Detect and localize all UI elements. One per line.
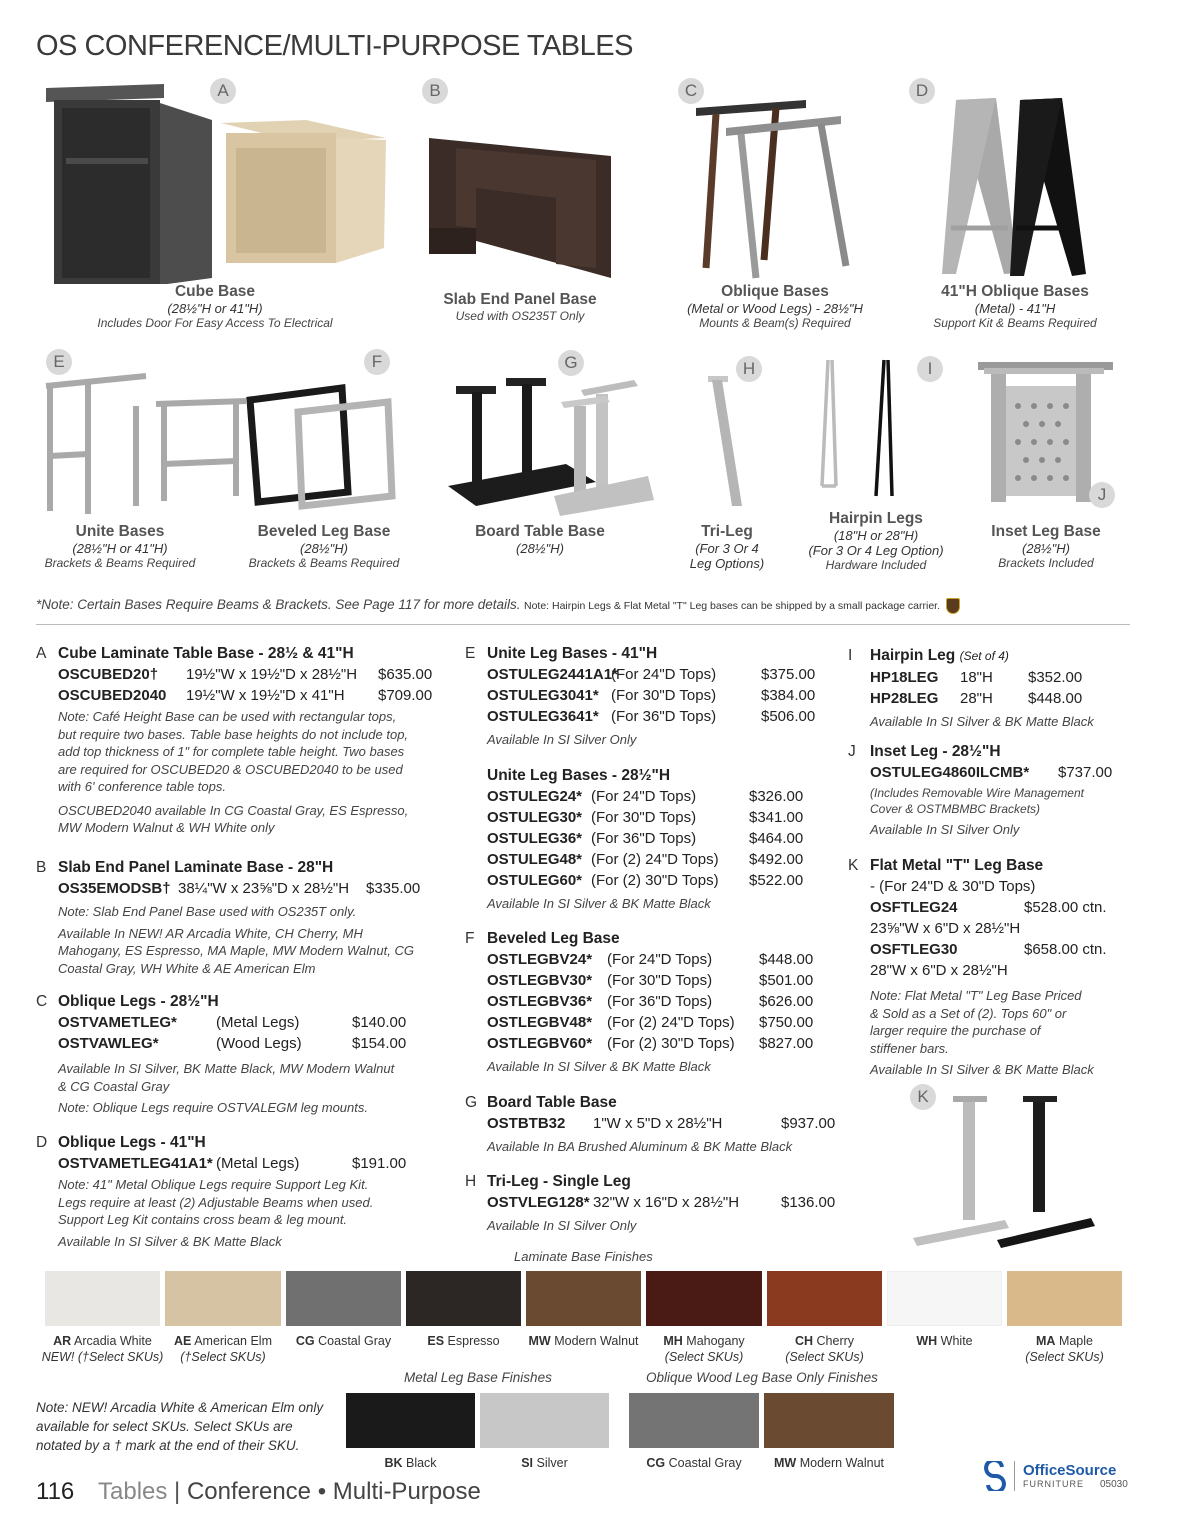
table-row: OSTULEG36* (For 36"D Tops) $464.00 <box>487 830 804 847</box>
table-row-dim: 28"W x 6"D x 28½"H <box>870 962 1008 979</box>
caption-unite <box>30 523 210 570</box>
caption-oblique-41 <box>920 283 1110 330</box>
section-d <box>36 1132 436 1250</box>
table-row: OS35EMODSB† 38¼"W x 23⅝"D x 28½"H $335.00 <box>58 880 421 897</box>
table-row: OSTLEGBV30* (For 30"D Tops) $501.00 <box>487 972 814 989</box>
finish-label-ae: AE American Elm (†Select SKUs) <box>174 1334 272 1364</box>
table-row: OSTBTB32 1"W x 5"D x 28½"H $937.00 <box>487 1115 836 1132</box>
section-a <box>36 643 436 837</box>
table-row: OSTULEG24* (For 24"D Tops) $326.00 <box>487 788 804 805</box>
caption-sub: (Metal) - 41"H <box>974 301 1056 316</box>
caption-sub2: Leg Options) <box>689 556 765 571</box>
metal-finishes-label: Metal Leg Base Finishes <box>404 1370 552 1385</box>
caption-sub: (28½"H) <box>516 541 564 556</box>
finish-label-ar: AR Arcadia White NEW! (†Select SKUs) <box>41 1334 164 1364</box>
finish-label-bk: BK Black <box>384 1456 437 1470</box>
divider <box>36 624 1130 625</box>
arcadia-note <box>36 1398 336 1455</box>
wood-finishes-label: Oblique Wood Leg Base Only Finishes <box>646 1370 878 1385</box>
finish-label-mh: MH Mahogany (Select SKUs) <box>663 1334 745 1364</box>
badge-f: F <box>364 349 390 375</box>
footer-sep: | <box>174 1478 181 1505</box>
section-heading: J Inset Leg - 28½"H <box>848 743 1001 760</box>
table-row: OSTLEGBV36* (For 36"D Tops) $626.00 <box>487 993 814 1010</box>
page-number: 116 <box>36 1478 75 1505</box>
brand-name: OfficeSource <box>1023 1462 1117 1479</box>
badge-k: K <box>910 1084 936 1110</box>
section-e <box>465 643 845 913</box>
finish-label-es: ES Espresso <box>427 1334 500 1348</box>
board-table-image <box>448 378 654 516</box>
table-row: OSCUBED2040 19½"W x 19½"D x 41"H $709.00 <box>58 687 433 704</box>
section-note: Note: Flat Metal "T" Leg Base Priced & Sold as a Set of (2). Tops 60" or larger require the purchase of stiffener bars. <box>870 988 1082 1056</box>
caption-hairpin <box>796 510 956 572</box>
shipping-note-text: Note: Hairpin Legs & Flat Metal "T" Leg bases can be shipped by a small package carrier. <box>524 600 941 612</box>
section-avail: Available In SI Silver & BK Matte Black <box>487 1059 711 1074</box>
section-avail: Available In SI Silver & BK Matte Black <box>870 1062 1094 1077</box>
section-note: Note: 41" Metal Oblique Legs require Support Leg Kit. Legs require at least (2) Adjustable Beams when used. Support Leg Kit contains cross beam & leg mount. <box>58 1177 374 1227</box>
section-g <box>465 1092 845 1156</box>
caption-name: Hairpin Legs <box>829 510 923 527</box>
section-heading: A Cube Laminate Table Base - 28½ & 41"H <box>36 645 354 662</box>
badge-g: G <box>558 350 584 376</box>
brand-mark-icon <box>984 1461 1006 1491</box>
table-row: HP18LEG 18"H $352.00 <box>870 669 1083 686</box>
finish-label-si: SI Silver <box>521 1456 568 1470</box>
table-row: OSFTLEG30 $658.00 ctn. <box>870 941 1107 958</box>
table-row: OSTVAMETLEG41A1* (Metal Legs) $191.00 <box>58 1155 407 1172</box>
section-avail: Available In SI Silver Only <box>870 822 1020 837</box>
finish-swatch-wood-mw <box>764 1393 894 1448</box>
finish-swatch-bk <box>346 1393 475 1448</box>
section-heading: K Flat Metal "T" Leg Base <box>848 857 1044 874</box>
caption-oblique <box>660 283 890 330</box>
finish-label-ch: CH Cherry (Select SKUs) <box>785 1334 864 1364</box>
section-avail: Available In NEW! AR Arcadia White, CH Cherry, MH Mahogany, ES Espresso, MA Maple, MW Modern Walnut, CG Coastal Gray, WH White & AE American Elm <box>58 925 414 976</box>
caption-sub: (Metal or Wood Legs) - 28½"H <box>687 301 863 316</box>
caption-sub2: (For 3 Or 4 Leg Option) <box>808 543 944 558</box>
caption-name: Tri-Leg <box>701 523 753 540</box>
table-row: OSTLEGBV24* (For 24"D Tops) $448.00 <box>487 951 814 968</box>
caption-sub: (28½"H or 41"H) <box>167 301 263 316</box>
badge-i: I <box>917 356 943 382</box>
finish-swatch-ar <box>45 1271 160 1326</box>
finish-label-wood-mw: MW Modern Walnut <box>774 1456 884 1470</box>
badge-c: C <box>678 78 704 104</box>
caption-name: Cube Base <box>174 283 256 300</box>
caption-meta: Hardware Included <box>825 558 927 572</box>
badge-a: A <box>210 78 236 104</box>
laminate-finishes-label: Laminate Base Finishes <box>514 1249 653 1264</box>
finish-label-wh: WH White <box>916 1334 973 1348</box>
unite-bases-image <box>46 376 246 514</box>
beveled-leg-image <box>250 388 392 506</box>
table-row: OSTLEGBV60* (For (2) 30"D Tops) $827.00 <box>487 1035 814 1052</box>
section-note: Note: Oblique Legs require OSTVALEGM leg mounts. <box>58 1100 368 1115</box>
finish-swatch-wh <box>887 1271 1002 1326</box>
caption-slab-end <box>420 291 620 323</box>
section-f <box>465 928 845 1076</box>
tri-leg-image <box>708 376 742 506</box>
section-h <box>465 1171 845 1235</box>
section-avail: Available In SI Silver & BK Matte Black <box>58 1233 282 1249</box>
caption-name: Beveled Leg Base <box>257 523 391 540</box>
hairpin-legs-image <box>822 360 892 496</box>
caption-name: 41"H Oblique Bases <box>941 283 1089 300</box>
caption-name: Oblique Bases <box>721 283 829 300</box>
finish-swatch-mh <box>646 1271 762 1326</box>
caption-cube-base <box>90 283 340 330</box>
caption-meta: Brackets Included <box>998 556 1094 570</box>
caption-name: Slab End Panel Base <box>443 291 597 308</box>
section-i <box>848 645 1128 731</box>
section-heading: I Hairpin Leg (Set of 4) <box>848 647 1009 664</box>
catalog-code: 05030 <box>1100 1479 1128 1490</box>
section-heading: B Slab End Panel Laminate Base - 28"H <box>36 859 334 876</box>
section-c <box>36 991 436 1117</box>
section-avail: Available In SI Silver Only <box>487 1218 637 1233</box>
footer-section <box>98 1478 481 1506</box>
caption-inset <box>976 523 1116 570</box>
section-avail: Available In SI Silver & BK Matte Black <box>487 896 711 911</box>
oblique-bases-image <box>696 100 846 278</box>
bases-note: *Note: Certain Bases Require Beams & Brackets. See Page 117 for more details. <box>36 597 521 612</box>
section-note: Note: Slab End Panel Base used with OS235T only. <box>58 904 357 919</box>
caption-sub: (28½"H) <box>300 541 348 556</box>
caption-sub: (28½"H or 41"H) <box>72 541 168 556</box>
section-subheading: Unite Leg Bases - 28½"H <box>487 767 671 784</box>
section-avail: Available In BA Brushed Aluminum & BK Matte Black <box>487 1139 793 1154</box>
section-k <box>848 855 1128 1079</box>
section-heading: C Oblique Legs - 28½"H <box>36 993 219 1010</box>
table-row: OSTLEGBV48* (For (2) 24"D Tops) $750.00 <box>487 1014 814 1031</box>
brand-sub: FURNITURE <box>1023 1479 1084 1489</box>
caption-meta: Includes Door For Easy Access To Electrical <box>97 316 333 330</box>
caption-name: Unite Bases <box>75 523 165 540</box>
table-row: HP28LEG 28"H $448.00 <box>870 690 1083 707</box>
section-avail: Available In SI Silver & BK Matte Black <box>870 714 1094 729</box>
section-heading: E Unite Leg Bases - 41"H <box>465 645 658 662</box>
table-row: OSTULEG60* (For (2) 30"D Tops) $522.00 <box>487 872 804 889</box>
table-row: OSTULEG3041* (For 30"D Tops) $384.00 <box>487 687 816 704</box>
finish-swatch-wood-cg <box>629 1393 759 1448</box>
shipping-note <box>524 598 960 614</box>
badge-b: B <box>422 78 448 104</box>
finish-label-cg: CG Coastal Gray <box>295 1334 392 1348</box>
t-leg-image <box>905 1090 1105 1252</box>
finish-swatch-cg <box>286 1271 401 1326</box>
finish-label-wood-cg: CG Coastal Gray <box>646 1456 742 1470</box>
cube-base-image <box>46 84 386 284</box>
inset-dots <box>1010 396 1076 496</box>
table-row: OSTULEG2441A1* (For 24"D Tops) $375.00 <box>487 666 816 683</box>
section-avail: OSCUBED2040 available In CG Coastal Gray, ES Espresso, MW Modern Walnut & WH White only <box>58 802 409 835</box>
table-row: OSFTLEG24 $528.00 ctn. <box>870 899 1107 916</box>
table-row: OSTULEG48* (For (2) 24"D Tops) $492.00 <box>487 851 804 868</box>
slab-end-panel-image <box>429 138 611 278</box>
badge-e: E <box>46 349 72 375</box>
footer-subsection: Conference • Multi-Purpose <box>186 1478 481 1505</box>
finish-swatch-si <box>480 1393 609 1448</box>
caption-sub: (28½"H) <box>1022 541 1070 556</box>
caption-board <box>460 523 620 556</box>
oblique-41-image <box>942 98 1086 276</box>
section-b <box>36 857 436 977</box>
ups-icon <box>946 598 960 614</box>
section-avail: Available In SI Silver Only <box>487 732 637 747</box>
caption-meta: Brackets & Beams Required <box>248 556 400 570</box>
product-images-mid <box>36 346 1130 522</box>
caption-name: Board Table Base <box>475 523 605 540</box>
caption-beveled <box>232 523 416 570</box>
table-row: OSCUBED20† 19½"W x 19½"D x 28½"H $635.00 <box>58 666 433 683</box>
badge-j: J <box>1089 482 1115 508</box>
finish-swatch-ch <box>767 1271 882 1326</box>
table-row: OSTULEG30* (For 30"D Tops) $341.00 <box>487 809 804 826</box>
table-row: OSTULEG4860ILCMB* $737.00 <box>870 764 1113 781</box>
caption-sub: (For 3 Or 4 <box>695 541 759 556</box>
badge-h: H <box>736 356 762 382</box>
section-avail: Available In SI Silver, BK Matte Black, MW Modern Walnut & CG Coastal Gray <box>58 1061 395 1094</box>
section-j <box>848 741 1128 839</box>
caption-name: Inset Leg Base <box>991 523 1101 540</box>
finish-swatch-ae <box>165 1271 281 1326</box>
table-row: OSTULEG3641* (For 36"D Tops) $506.00 <box>487 708 816 725</box>
caption-meta: Used with OS235T Only <box>455 309 585 323</box>
finish-label-ma: MA Maple (Select SKUs) <box>1025 1334 1104 1364</box>
brand-logo <box>984 1461 1128 1491</box>
finish-swatch-es <box>406 1271 521 1326</box>
finish-swatch-ma <box>1007 1271 1122 1326</box>
table-row: OSTVAWLEG* (Wood Legs) $154.00 <box>58 1035 407 1052</box>
product-images-top <box>36 78 1130 284</box>
section-heading: F Beveled Leg Base <box>465 930 620 947</box>
table-row: OSTVAMETLEG* (Metal Legs) $140.00 <box>58 1014 407 1031</box>
footer-section-name: Tables <box>98 1478 168 1505</box>
caption-meta: Mounts & Beam(s) Required <box>699 316 851 330</box>
page-title: OS CONFERENCE/MULTI-PURPOSE TABLES <box>36 30 633 62</box>
arcadia-note-text: Note: NEW! Arcadia White & American Elm only available for select SKUs. Select SKUs are notated by a † mark at the end of their SKU. <box>36 1400 324 1453</box>
section-subheading: - (For 24"D & 30"D Tops) <box>870 878 1036 895</box>
caption-sub: (18"H or 28"H) <box>833 528 919 543</box>
finish-swatch-mw <box>526 1271 641 1326</box>
section-heading: D Oblique Legs - 41"H <box>36 1134 206 1151</box>
caption-meta: Support Kit & Beams Required <box>933 316 1097 330</box>
section-note: (Includes Removable Wire Management Cover & OSTMBMBC Brackets) <box>870 786 1084 816</box>
table-row-dim: 23⅝"W x 6"D x 28½"H <box>870 920 1021 937</box>
caption-meta: Brackets & Beams Required <box>44 556 196 570</box>
table-row: OSTVLEG128* 32"W x 16"D x 28½"H $136.00 <box>487 1194 836 1211</box>
badge-d: D <box>909 78 935 104</box>
section-heading: G Board Table Base <box>465 1094 617 1111</box>
caption-tri-leg <box>672 523 782 571</box>
finish-label-mw: MW Modern Walnut <box>528 1334 639 1348</box>
section-heading: H Tri-Leg - Single Leg <box>465 1173 631 1190</box>
section-note: Note: Café Height Base can be used with rectangular tops, but require two bases. Table base heights do not include top, add top thickness of 1" for complete table height. Two bases are required for OSCUBED20 & OSCUBED2040 to be used with 6' conference table tops. <box>58 709 409 794</box>
